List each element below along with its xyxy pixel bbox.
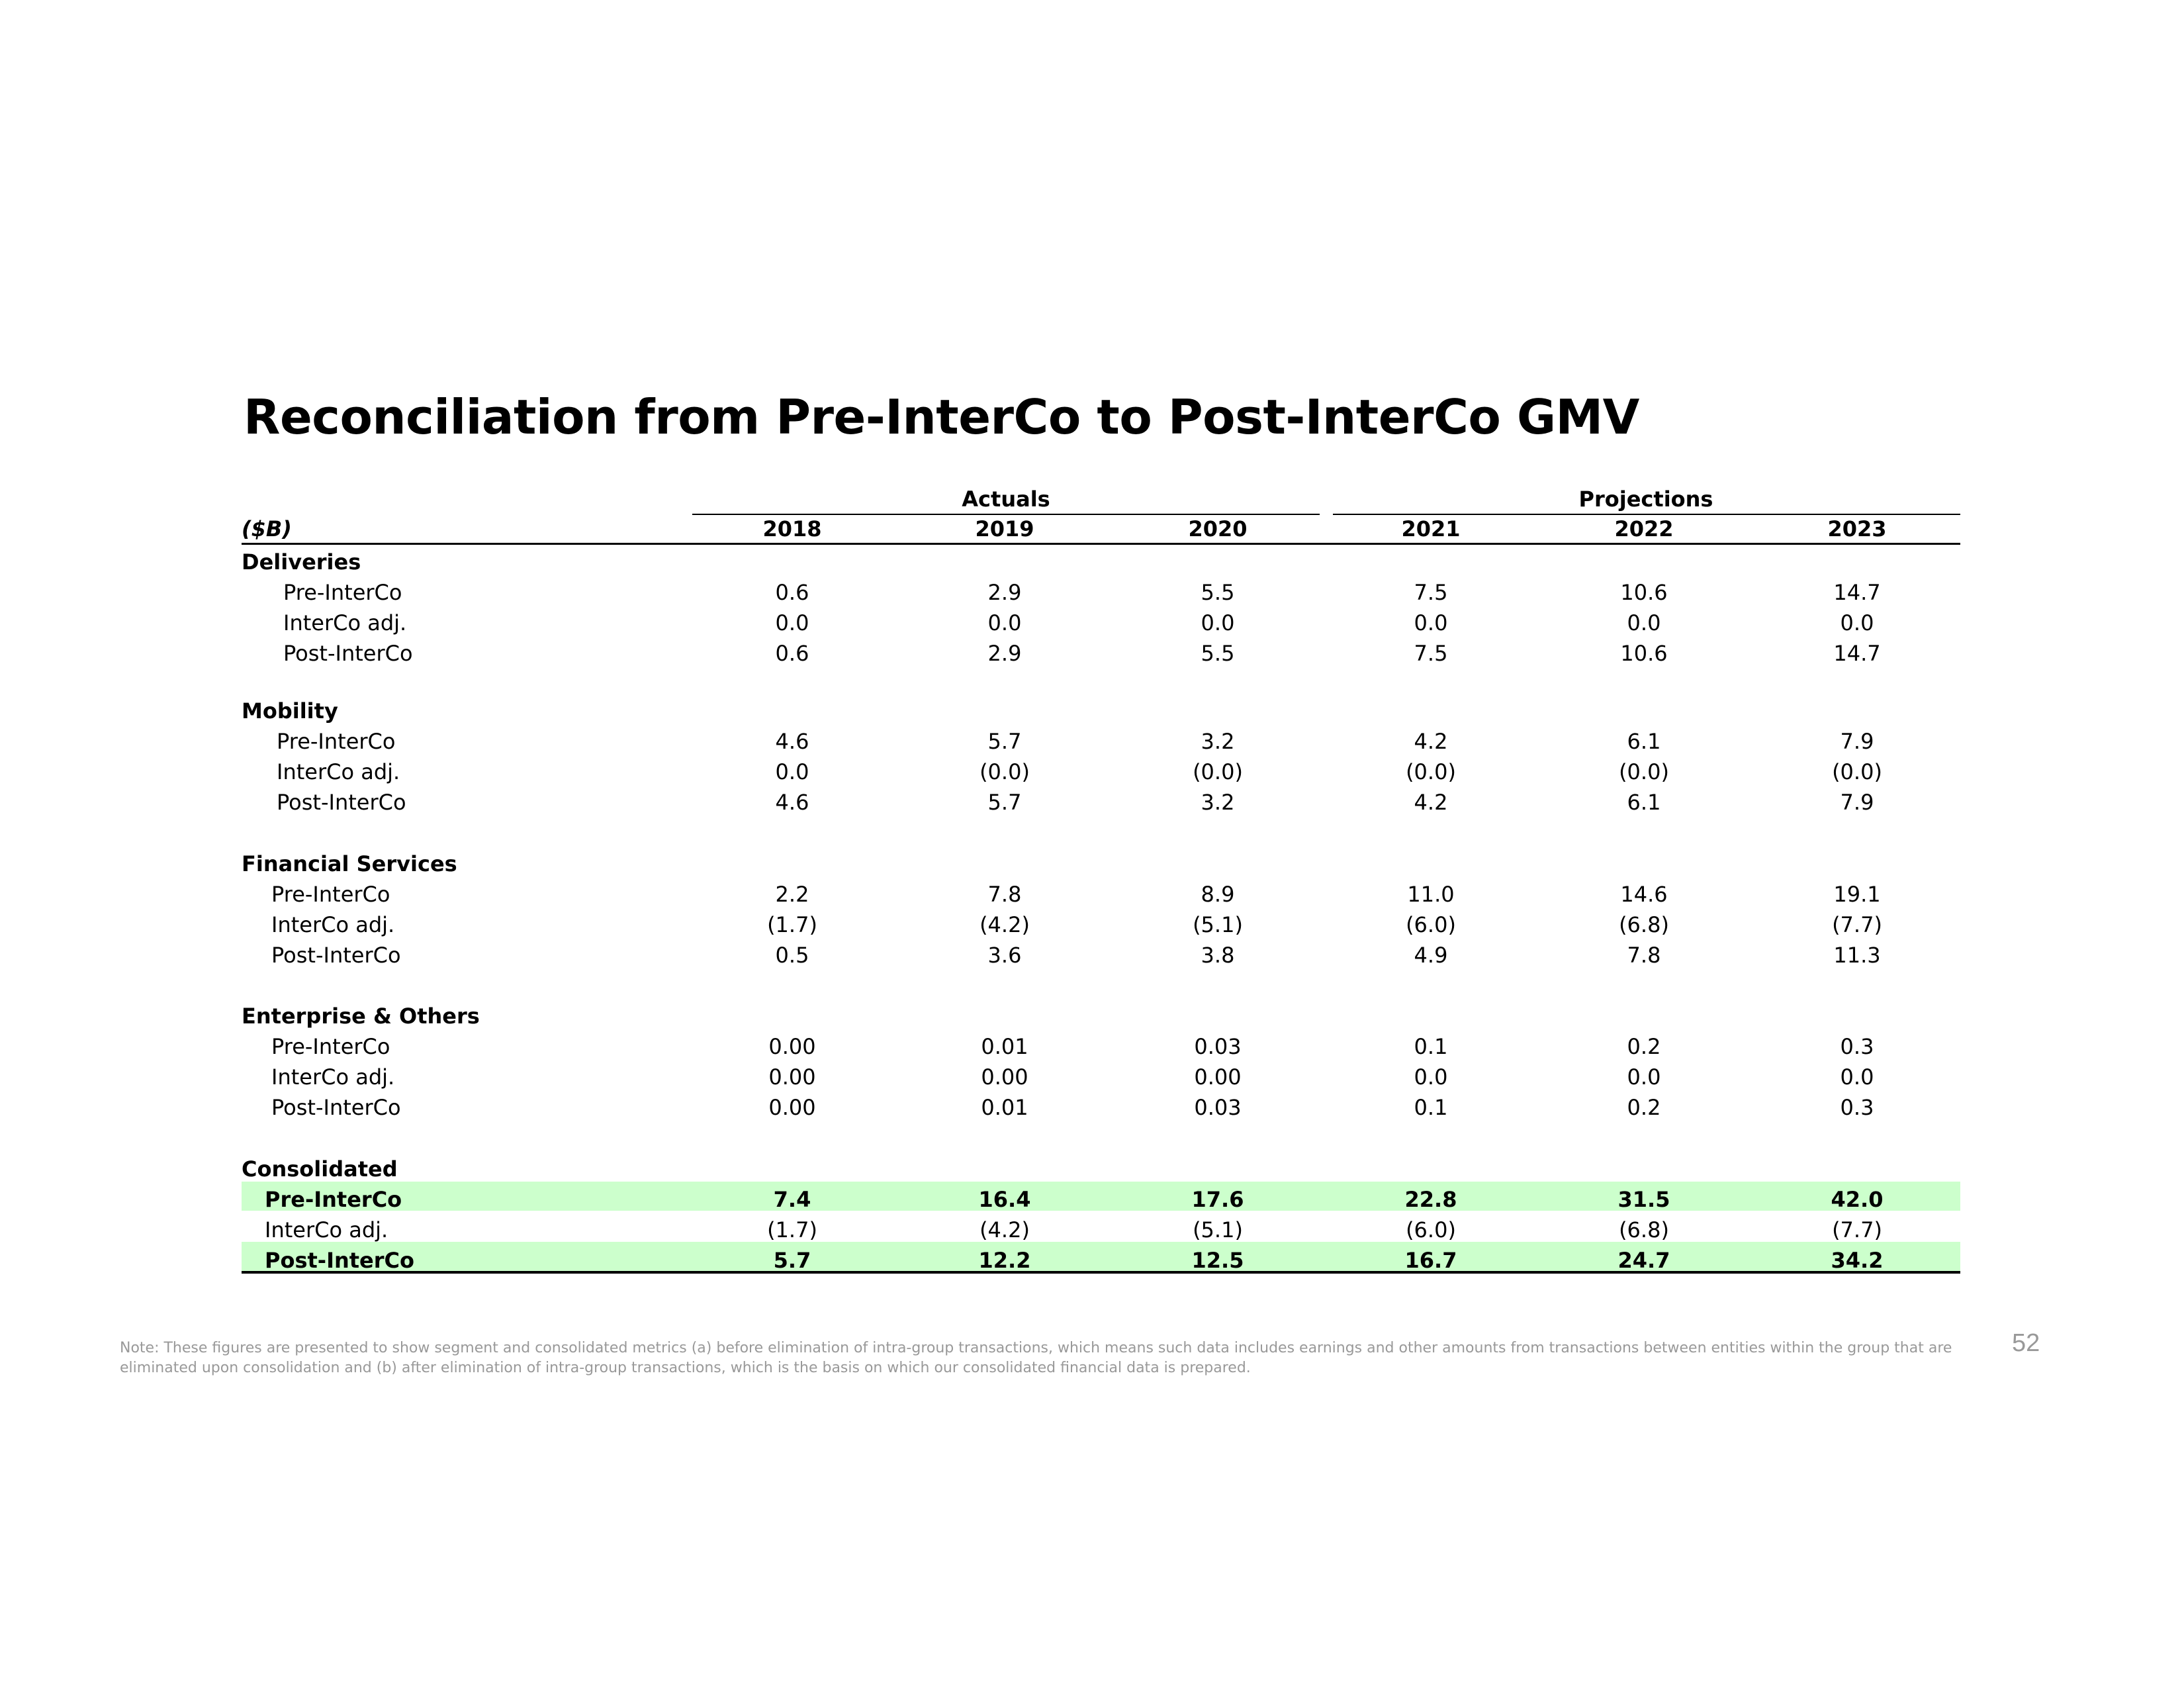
table-cell: 0.00	[981, 1064, 1028, 1090]
table-cell: 0.00	[768, 1095, 816, 1120]
unit-label: ($B)	[242, 516, 292, 541]
table-cell: 0.0	[1840, 1064, 1874, 1090]
table-cell: (5.1)	[1193, 912, 1243, 937]
table-cell: 16.4	[978, 1187, 1031, 1212]
table-cell: 19.1	[1833, 882, 1881, 907]
table-cell: 17.6	[1191, 1187, 1244, 1212]
table-cell: 0.0	[1201, 610, 1235, 635]
row-label: Pre-InterCo	[277, 729, 396, 754]
table-cell: 7.9	[1840, 729, 1874, 754]
table-cell: 7.5	[1414, 580, 1448, 605]
actuals-rule	[692, 514, 1320, 515]
row-label: InterCo adj.	[271, 1064, 395, 1090]
row-label: InterCo adj.	[277, 759, 400, 784]
year-header: 2021	[1401, 516, 1461, 541]
table-cell: 0.03	[1194, 1095, 1242, 1120]
table-cell: 0.6	[775, 641, 809, 666]
table-cell: (4.2)	[979, 1217, 1030, 1243]
table-cell: 5.5	[1201, 580, 1235, 605]
table-cell: 5.7	[773, 1248, 811, 1273]
table-cell: 0.2	[1627, 1034, 1661, 1059]
section-label: Enterprise & Others	[242, 1004, 480, 1029]
row-label: Pre-InterCo	[271, 1034, 390, 1059]
table-cell: 0.1	[1414, 1095, 1448, 1120]
projections-header: Projections	[1578, 487, 1713, 512]
table-cell: (0.0)	[1193, 759, 1243, 784]
table-cell: 31.5	[1617, 1187, 1670, 1212]
table-cell: 6.1	[1627, 729, 1661, 754]
table-cell: (6.8)	[1619, 1217, 1669, 1243]
table-cell: 0.0	[1627, 1064, 1661, 1090]
row-label: Pre-InterCo	[283, 580, 402, 605]
row-label: InterCo adj.	[283, 610, 407, 635]
table-cell: 14.7	[1833, 580, 1881, 605]
table-cell: (0.0)	[1619, 759, 1669, 784]
table-cell: 0.5	[775, 943, 809, 968]
table-cell: 16.7	[1404, 1248, 1457, 1273]
section-label: Financial Services	[242, 851, 457, 876]
row-label: Post-InterCo	[277, 790, 406, 815]
table-cell: 0.0	[775, 759, 809, 784]
row-label: Pre-InterCo	[265, 1187, 402, 1212]
table-cell: 4.6	[775, 790, 809, 815]
row-label: InterCo adj.	[271, 912, 395, 937]
table-cell: (4.2)	[979, 912, 1030, 937]
row-label: Post-InterCo	[283, 641, 413, 666]
table-cell: 0.01	[981, 1095, 1028, 1120]
table-cell: 0.0	[1414, 1064, 1448, 1090]
table-cell: 2.2	[775, 882, 809, 907]
table-cell: 0.0	[775, 610, 809, 635]
table-cell: 6.1	[1627, 790, 1661, 815]
table-cell: 7.8	[1627, 943, 1661, 968]
table-cell: 7.9	[1840, 790, 1874, 815]
table-cell: 3.8	[1201, 943, 1235, 968]
table-cell: (6.8)	[1619, 912, 1669, 937]
section-label: Mobility	[242, 698, 338, 724]
table-cell: (6.0)	[1406, 1217, 1456, 1243]
table-cell: (1.7)	[767, 912, 817, 937]
table-cell: 0.1	[1414, 1034, 1448, 1059]
table-cell: (6.0)	[1406, 912, 1456, 937]
table-cell: (5.1)	[1193, 1217, 1243, 1243]
year-header: 2023	[1827, 516, 1887, 541]
table-cell: 0.03	[1194, 1034, 1242, 1059]
table-cell: 42.0	[1831, 1187, 1884, 1212]
table-cell: 0.01	[981, 1034, 1028, 1059]
year-header: 2019	[975, 516, 1034, 541]
table-cell: (0.0)	[1406, 759, 1456, 784]
table-cell: 0.3	[1840, 1034, 1874, 1059]
table-cell: 3.2	[1201, 729, 1235, 754]
row-label: Post-InterCo	[271, 1095, 401, 1120]
table-cell: 22.8	[1404, 1187, 1457, 1212]
table-cell: 3.6	[987, 943, 1022, 968]
row-label: Post-InterCo	[271, 943, 401, 968]
table-cell: 2.9	[987, 580, 1022, 605]
section-label: Consolidated	[242, 1156, 398, 1182]
table-cell: 0.00	[1194, 1064, 1242, 1090]
table-cell: (1.7)	[767, 1217, 817, 1243]
table-cell: (7.7)	[1832, 1217, 1882, 1243]
table-cell: 0.6	[775, 580, 809, 605]
table-cell: 0.0	[1627, 610, 1661, 635]
table-cell: 5.7	[987, 790, 1022, 815]
table-cell: 0.00	[768, 1064, 816, 1090]
table-cell: 11.3	[1833, 943, 1881, 968]
year-header: 2022	[1614, 516, 1674, 541]
table-cell: 4.6	[775, 729, 809, 754]
table-cell: 5.7	[987, 729, 1022, 754]
year-header: 2018	[762, 516, 822, 541]
table-cell: 3.2	[1201, 790, 1235, 815]
table-cell: 7.8	[987, 882, 1022, 907]
projections-rule	[1333, 514, 1960, 515]
table-cell: 14.6	[1620, 882, 1668, 907]
table-cell: 12.5	[1191, 1248, 1244, 1273]
header-rule	[242, 543, 1960, 545]
table-cell: 4.2	[1414, 790, 1448, 815]
year-header: 2020	[1188, 516, 1248, 541]
table-cell: 7.5	[1414, 641, 1448, 666]
table-cell: 0.00	[768, 1034, 816, 1059]
table-cell: 11.0	[1407, 882, 1455, 907]
table-cell: 2.9	[987, 641, 1022, 666]
table-cell: 12.2	[978, 1248, 1031, 1273]
table-cell: 10.6	[1620, 580, 1668, 605]
table-cell: 14.7	[1833, 641, 1881, 666]
table-cell: (0.0)	[1832, 759, 1882, 784]
actuals-header: Actuals	[962, 487, 1050, 512]
table-cell: 0.2	[1627, 1095, 1661, 1120]
table-cell: (7.7)	[1832, 912, 1882, 937]
table-cell: 7.4	[773, 1187, 811, 1212]
page-title: Reconciliation from Pre-InterCo to Post-InterCo GMV	[244, 389, 1639, 445]
table-cell: 0.0	[1840, 610, 1874, 635]
table-cell: 4.2	[1414, 729, 1448, 754]
row-label: InterCo adj.	[265, 1217, 388, 1243]
table-cell: 0.0	[987, 610, 1022, 635]
table-cell: 5.5	[1201, 641, 1235, 666]
table-cell: 4.9	[1414, 943, 1448, 968]
page-number: 52	[2012, 1329, 2040, 1357]
table-cell: 8.9	[1201, 882, 1235, 907]
table-cell: (0.0)	[979, 759, 1030, 784]
table-cell: 10.6	[1620, 641, 1668, 666]
table-cell: 34.2	[1831, 1248, 1884, 1273]
table-cell: 24.7	[1617, 1248, 1670, 1273]
row-label: Pre-InterCo	[271, 882, 390, 907]
section-label: Deliveries	[242, 549, 361, 575]
table-cell: 0.3	[1840, 1095, 1874, 1120]
row-label: Post-InterCo	[265, 1248, 414, 1273]
table-cell: 0.0	[1414, 610, 1448, 635]
footnote: Note: These figures are presented to show segment and consolidated metrics (a) before elimination of intra-group transactions, which means such data includes earnings and other amounts from transactions between entities within the group that are eliminated upon consolidation and (b) after elimination of intra-group transactions, which is the basis on which our consolidated financial data is prepared.	[120, 1340, 1952, 1376]
